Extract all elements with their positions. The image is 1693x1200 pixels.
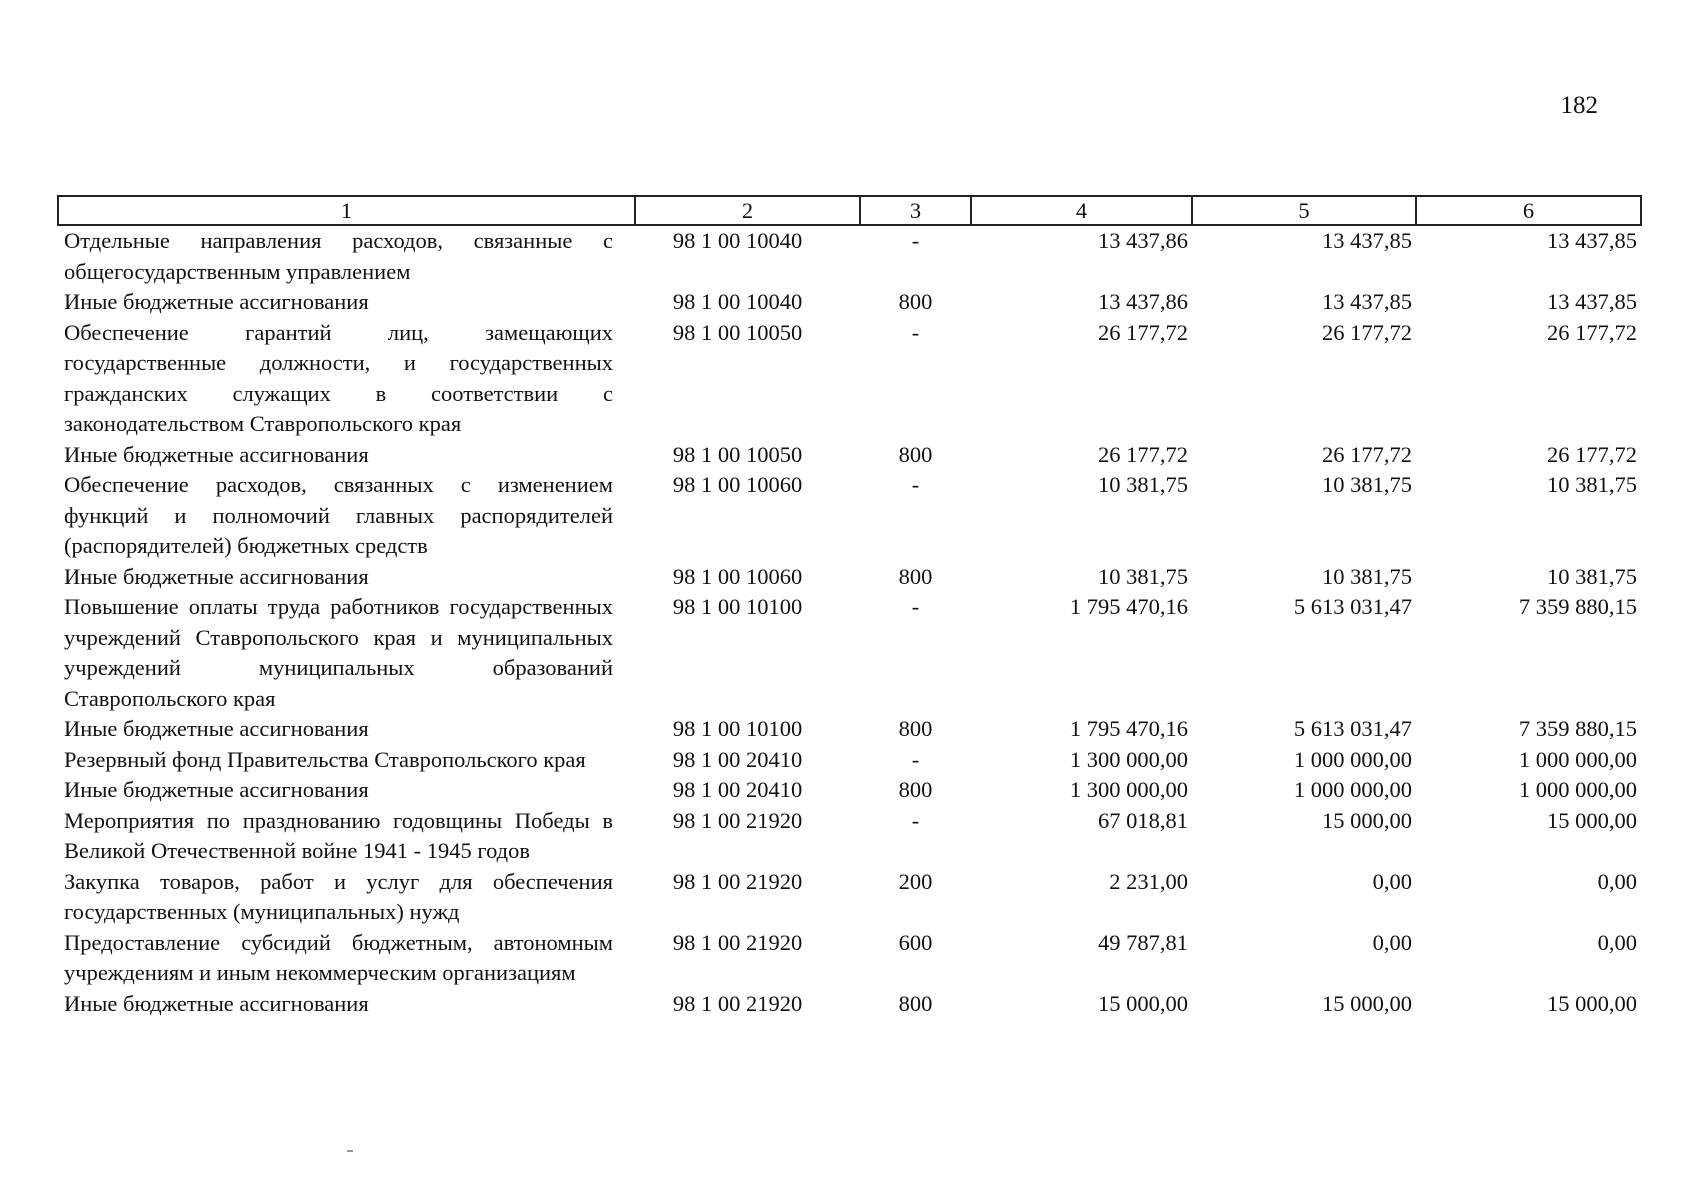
expense-type-cell: - — [911, 746, 920, 772]
expense-type-cell: 800 — [898, 563, 933, 589]
target-article-code-cell: 98 1 00 10100 — [672, 594, 803, 619]
expense-name-cell: Резервный фонд Правительства Ставропольского края — [64, 746, 586, 772]
table-row — [58, 867, 1641, 928]
expense-name-cell: Иные бюджетные ассигнования — [64, 563, 369, 589]
amount-col6-cell: 26 177,72 — [1547, 319, 1637, 345]
target-article-code-cell: 98 1 00 10040 — [672, 289, 803, 314]
expense-type-cell: - — [911, 319, 920, 345]
expense-name-cell: Закупка товаров, работ и услуг для обеспечения государственных (муниципальных) нужд — [64, 868, 613, 924]
expense-name-cell: Отдельные направления расходов, связанные с общегосударственным управлением — [64, 228, 613, 284]
amount-col5-cell: 10 381,75 — [1322, 563, 1412, 589]
amount-col5-cell: 5 613 031,47 — [1293, 716, 1412, 741]
amount-col4-cell: 13 437,86 — [1098, 289, 1188, 314]
amount-col5-cell: 1 000 000,00 — [1293, 746, 1412, 772]
expense-type-cell: 800 — [898, 716, 933, 741]
amount-col6-cell: 26 177,72 — [1547, 441, 1637, 467]
column-header-1: 1 — [58, 196, 635, 225]
table-row — [58, 745, 1641, 776]
amount-col6-cell: 15 000,00 — [1547, 807, 1637, 833]
expense-type-cell: 800 — [898, 990, 933, 1016]
amount-col6-cell: 0,00 — [1597, 929, 1637, 955]
amount-col5-cell: 15 000,00 — [1322, 990, 1412, 1016]
amount-col6-cell: 10 381,75 — [1547, 472, 1637, 497]
target-article-code-cell: 98 1 00 10060 — [672, 472, 803, 497]
amount-col6-cell: 7 359 880,15 — [1518, 594, 1637, 619]
amount-col4-cell: 10 381,75 — [1098, 563, 1188, 589]
expense-type-cell: - — [911, 807, 920, 833]
expense-name-cell: Мероприятия по празднованию годовщины Победы в Великой Отечественной войне 1941 - 1945 годов — [64, 807, 613, 863]
table-row — [58, 928, 1641, 989]
budget-table — [57, 195, 1642, 1019]
target-article-code-cell: 98 1 00 10050 — [672, 441, 803, 467]
amount-col4-cell: 2 231,00 — [1109, 868, 1188, 894]
expense-name-cell: Иные бюджетные ассигнования — [64, 289, 369, 314]
expense-type-cell: 800 — [898, 777, 933, 802]
amount-col4-cell: 1 300 000,00 — [1069, 746, 1188, 772]
expense-name-cell: Иные бюджетные ассигнования — [64, 990, 369, 1016]
amount-col4-cell: 49 787,81 — [1098, 929, 1188, 955]
amount-col6-cell: 1 000 000,00 — [1518, 746, 1637, 772]
target-article-code-cell: 98 1 00 10060 — [672, 563, 803, 589]
expense-type-cell: 600 — [898, 929, 933, 955]
table-header-row — [58, 196, 1641, 225]
target-article-code-cell: 98 1 00 21920 — [672, 929, 803, 955]
expense-type-cell: 800 — [898, 441, 933, 467]
amount-col6-cell: 7 359 880,15 — [1518, 716, 1637, 741]
target-article-code-cell: 98 1 00 10040 — [672, 228, 803, 253]
amount-col5-cell: 10 381,75 — [1322, 472, 1412, 497]
target-article-code-cell: 98 1 00 10050 — [672, 319, 803, 345]
amount-col4-cell: 1 795 470,16 — [1069, 716, 1188, 741]
expense-type-cell: - — [911, 594, 920, 619]
amount-col6-cell: 15 000,00 — [1547, 990, 1637, 1016]
amount-col6-cell: 13 437,85 — [1547, 228, 1637, 253]
column-header-5: 5 — [1192, 196, 1416, 225]
amount-col6-cell: 0,00 — [1597, 868, 1637, 894]
table-row — [58, 775, 1641, 806]
amount-col6-cell: 13 437,85 — [1547, 289, 1637, 314]
amount-col4-cell: 10 381,75 — [1098, 472, 1188, 497]
amount-col5-cell: 26 177,72 — [1322, 441, 1412, 467]
amount-col4-cell: 26 177,72 — [1098, 319, 1188, 345]
table-row — [58, 470, 1641, 562]
amount-col5-cell: 13 437,85 — [1322, 289, 1412, 314]
expense-type-cell: 200 — [898, 868, 933, 894]
amount-col4-cell: 13 437,86 — [1098, 228, 1188, 253]
column-header-6: 6 — [1416, 196, 1641, 225]
page-number: 182 — [1560, 92, 1598, 119]
amount-col5-cell: 0,00 — [1372, 868, 1412, 894]
table-row — [58, 225, 1641, 287]
table-row — [58, 714, 1641, 745]
target-article-code-cell: 98 1 00 20410 — [672, 746, 803, 772]
target-article-code-cell: 98 1 00 21920 — [672, 807, 803, 833]
scan-artifact-mark — [347, 1150, 353, 1152]
amount-col4-cell: 67 018,81 — [1098, 807, 1188, 833]
table-row — [58, 989, 1641, 1020]
table-row — [58, 592, 1641, 714]
expense-name-cell: Повышение оплаты труда работников государственных учреждений Ставропольского края и муниципальных учреждений муниципальных образований Ставропольского края — [64, 594, 613, 711]
amount-col4-cell: 1 300 000,00 — [1069, 777, 1188, 802]
table-row — [58, 806, 1641, 867]
amount-col5-cell: 5 613 031,47 — [1293, 594, 1412, 619]
table-body — [58, 225, 1641, 1019]
target-article-code-cell: 98 1 00 20410 — [672, 777, 803, 802]
expense-type-cell: 800 — [898, 289, 933, 314]
table-row — [58, 562, 1641, 593]
amount-col4-cell: 26 177,72 — [1098, 441, 1188, 467]
column-header-3: 3 — [860, 196, 971, 225]
amount-col5-cell: 26 177,72 — [1322, 319, 1412, 345]
expense-name-cell: Иные бюджетные ассигнования — [64, 441, 369, 467]
expense-name-cell: Иные бюджетные ассигнования — [64, 716, 369, 741]
column-header-2: 2 — [635, 196, 860, 225]
amount-col6-cell: 1 000 000,00 — [1518, 777, 1637, 802]
table-row — [58, 440, 1641, 471]
expense-type-cell: - — [911, 472, 920, 497]
amount-col4-cell: 1 795 470,16 — [1069, 594, 1188, 619]
column-header-4: 4 — [971, 196, 1192, 225]
table-row — [58, 287, 1641, 318]
expense-type-cell: - — [911, 228, 920, 253]
amount-col5-cell: 13 437,85 — [1322, 228, 1412, 253]
target-article-code-cell: 98 1 00 10100 — [672, 716, 803, 741]
amount-col6-cell: 10 381,75 — [1547, 563, 1637, 589]
target-article-code-cell: 98 1 00 21920 — [672, 868, 803, 894]
expense-name-cell: Обеспечение расходов, связанных с изменением функций и полномочий главных распорядителей (распорядителей) бюджетных средств — [64, 472, 613, 558]
amount-col4-cell: 15 000,00 — [1098, 990, 1188, 1016]
amount-col5-cell: 15 000,00 — [1322, 807, 1412, 833]
amount-col5-cell: 0,00 — [1372, 929, 1412, 955]
table-row — [58, 318, 1641, 440]
amount-col5-cell: 1 000 000,00 — [1293, 777, 1412, 802]
expense-name-cell: Обеспечение гарантий лиц, замещающих государственные должности, и государственных гражданских служащих в соответствии с законодательством Ставропольского края — [64, 319, 613, 436]
target-article-code-cell: 98 1 00 21920 — [672, 990, 803, 1016]
expense-name-cell: Иные бюджетные ассигнования — [64, 777, 369, 802]
expense-name-cell: Предоставление субсидий бюджетным, автономным учреждениям и иным некоммерческим организациям — [64, 929, 613, 985]
